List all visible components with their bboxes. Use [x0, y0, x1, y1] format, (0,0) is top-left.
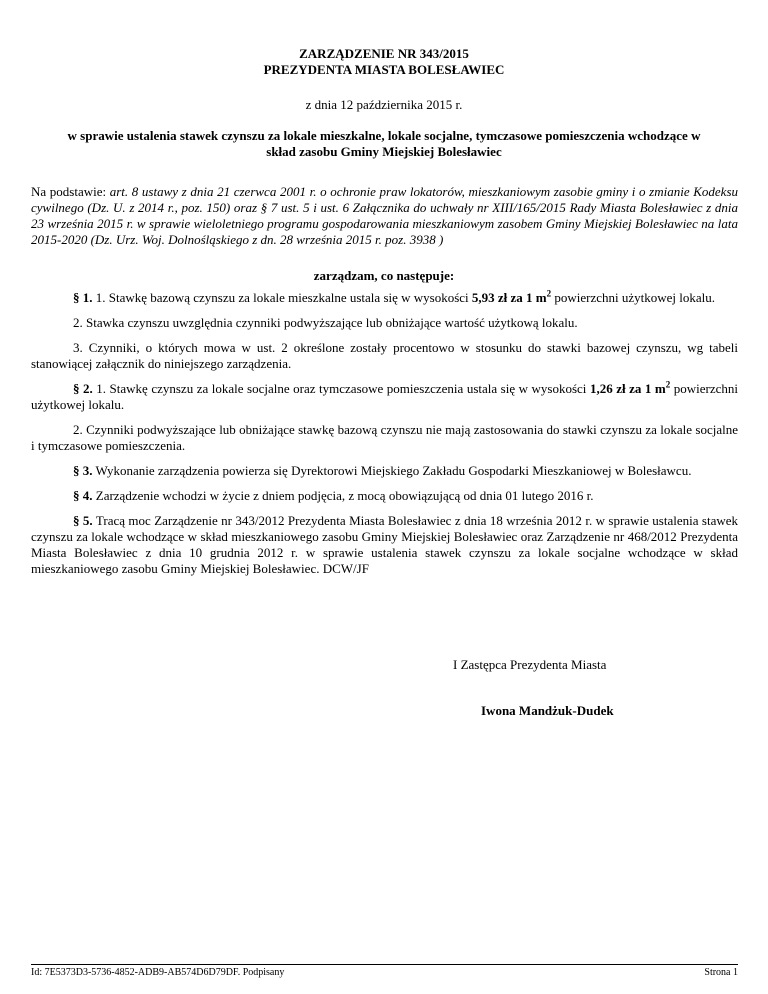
- section-2-text-a: 1. Stawkę czynszu za lokale socjalne oraz tymczasowe pomieszczenia ustala się w wysokości: [92, 381, 590, 396]
- footer-page-number: Strona 1: [704, 967, 738, 978]
- signatory-role: I Zastępca Prezydenta Miasta: [453, 657, 607, 672]
- section-3-paragraph: [31, 463, 738, 479]
- document-body: [31, 290, 738, 586]
- title-line-1: ZARZĄDZENIE NR 343/2015: [299, 46, 469, 61]
- section-2-mark: § 2.: [73, 381, 93, 396]
- section-5-mark: § 5.: [73, 513, 93, 528]
- legal-basis: [31, 184, 738, 248]
- section-3-text: Wykonanie zarządzenia powierza się Dyrektorowi Miejskiego Zakładu Gospodarki Mieszkaniowej w Bolesławcu.: [92, 463, 692, 478]
- legal-basis-text: art. 8 ustawy z dnia 21 czerwca 2001 r. o ochronie praw lokatorów, mieszkaniowym zasobie gminy i o zmianie Kodeksu cywilnego (Dz. U. z 2014 r., poz. 150) oraz § 7 ust. 5 i ust. 6 Załącznika do uchwały nr XIII/165/2015 Rady Miasta Bolesławiec z dnia 23 września 2015 r. w sprawie wieloletniego programu gospodarowania mieszkaniowym zasobem Gminy Miejskiej Bolesławiec na lata 2015-2020 (Dz. Urz. Woj. Dolnośląskiego z dn. 28 września 2015 r. poz. 3938 ): [31, 184, 738, 247]
- section-5-paragraph: [31, 513, 738, 577]
- section-1-mark: § 1.: [73, 290, 93, 305]
- section-1-text-b: powierzchni użytkowej lokalu.: [551, 290, 716, 305]
- document-date: z dnia 12 października 2015 r.: [305, 97, 463, 112]
- section-4-mark: § 4.: [73, 488, 93, 503]
- section-2-rate: [590, 381, 670, 396]
- footer-document-id: Id: 7E5373D3-5736-4852-ADB9-AB574D6D79DF. Podpisany: [31, 967, 285, 978]
- section-5-text: Tracą moc Zarządzenie nr 343/2012 Prezydenta Miasta Bolesławiec z dnia 18 września 2012 r. w sprawie ustalenia stawek czynszu za lokale wchodzące w skład mieszkaniowego zasobu Gminy Miejskiej Bolesławiec oraz Zarządzenie nr 468/2012 Prezydenta Miasta Bolesławiec z dnia 10 grudnia 2012 r. w sprawie ustalenia stawek czynszu za lokale socjalne wchodzące w skład mieszkaniowego zasobu Gminy Miejskiej Bolesławiec. DCW/JF: [31, 513, 739, 576]
- section-4-paragraph: [31, 488, 738, 504]
- title-line-2: PREZYDENTA MIASTA BOLESŁAWIEC: [263, 62, 505, 77]
- document-title: [0, 46, 768, 78]
- section-1-paragraph-1: [31, 290, 738, 306]
- section-1-rate: [472, 290, 551, 305]
- section-1-paragraph-2: 2. Stawka czynszu uwzględnia czynniki podwyższające lub obniżające wartość użytkową lokalu.: [73, 315, 578, 330]
- section-1-rate-sup: 2: [546, 288, 552, 299]
- section-2-text-b: powierzchni użytkowej lokalu.: [31, 381, 738, 412]
- signatory-name: Iwona Mandżuk-Dudek: [481, 703, 614, 718]
- section-1-text-a: 1. Stawkę bazową czynszu za lokale mieszkalne ustala się w wysokości: [92, 290, 472, 305]
- section-2-paragraph-1: [31, 381, 738, 413]
- section-2-rate-sup: 2: [665, 379, 671, 390]
- section-2-paragraph-2: 2. Czynniki podwyższające lub obniżające stawkę bazową czynszu nie mają zastosowania do stawki czynszu za lokale socjalne i tymczasowe pomieszczenia.: [31, 422, 738, 453]
- section-3-mark: § 3.: [73, 463, 93, 478]
- section-1-rate-value: 5,93 zł za 1 m: [471, 290, 547, 305]
- section-1-paragraph-3: 3. Czynniki, o których mowa w ust. 2 określone zostały procentowo w stosunku do stawki bazowej czynszu, wg tabeli stanowiącej załącznik do niniejszego zarządzenia.: [31, 340, 738, 371]
- document-subject: w sprawie ustalenia stawek czynszu za lokale mieszkalne, lokale socjalne, tymczasowe pomieszczenia wchodzące w skład zasobu Gminy Miejskiej Bolesławiec: [67, 128, 701, 159]
- decision-heading: zarządzam, co następuje:: [313, 268, 455, 283]
- footer-divider: [31, 964, 738, 965]
- legal-basis-lead: Na podstawie:: [31, 184, 110, 199]
- section-4-text: Zarządzenie wchodzi w życie z dniem podjęcia, z mocą obowiązującą od dnia 01 lutego 2016 r.: [92, 488, 594, 503]
- section-2-rate-value: 1,26 zł za 1 m: [589, 381, 666, 396]
